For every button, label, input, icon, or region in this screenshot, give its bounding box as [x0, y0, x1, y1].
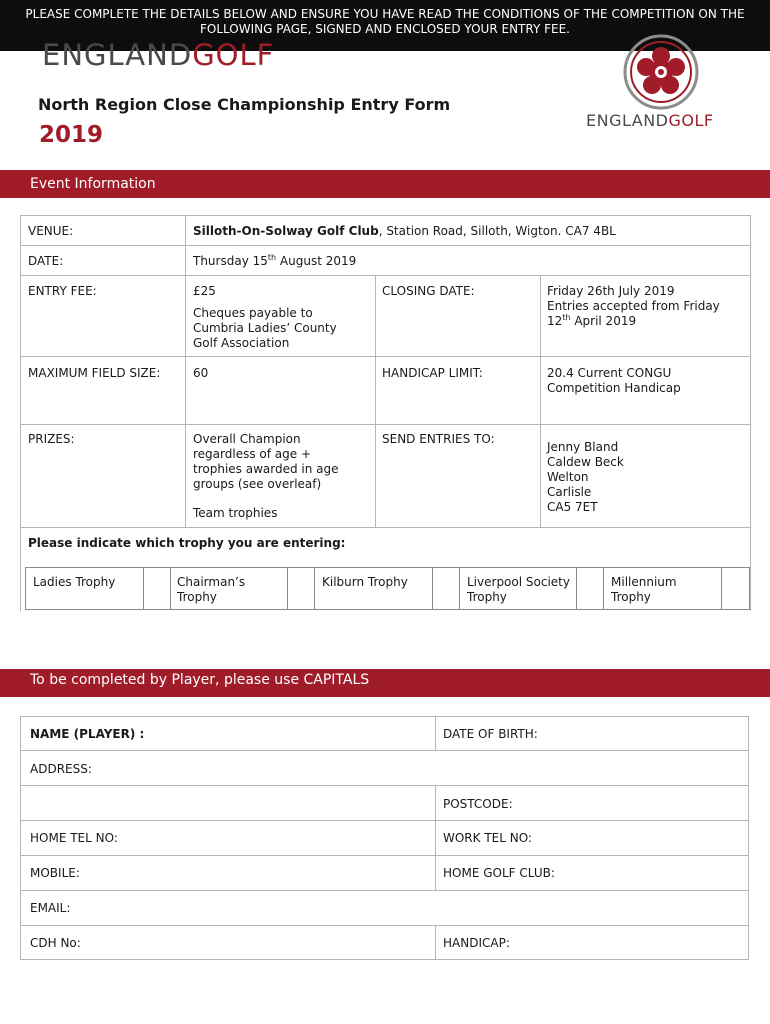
- handicap-limit-value: 20.4 Current CONGU Competition Handicap: [547, 366, 681, 395]
- venue-label: VENUE:: [28, 224, 74, 238]
- england-golf-logo-text: [586, 111, 714, 130]
- prizes-label: PRIZES:: [28, 432, 75, 446]
- trophy-label-millennium: Millennium Trophy: [611, 575, 677, 604]
- venue-address: , Station Road, Silloth, Wigton. CA7 4BL: [378, 224, 616, 238]
- line3-pre: 12: [547, 314, 563, 328]
- closing-date-line2: Entries accepted from Friday: [547, 299, 720, 313]
- address-line: Jenny Bland: [547, 440, 619, 454]
- trophy-label-kilburn: Kilburn Trophy: [322, 575, 408, 589]
- wordmark-golf: GOLF: [192, 38, 275, 72]
- event-information-bar: Event Information: [0, 170, 770, 198]
- email-field[interactable]: EMAIL:: [30, 901, 71, 915]
- logo-england: ENGLAND: [586, 111, 669, 130]
- address-line: Welton: [547, 470, 589, 484]
- address-line: Carlisle: [547, 485, 592, 499]
- wordmark-england: ENGLAND: [42, 38, 193, 72]
- work-tel-field[interactable]: WORK TEL NO:: [443, 831, 532, 845]
- home-golf-club-field[interactable]: HOME GOLF CLUB:: [443, 866, 555, 880]
- trophy-prompt: Please indicate which trophy you are entering:: [28, 536, 346, 550]
- handicap-limit-label: HANDICAP LIMIT:: [382, 366, 483, 380]
- trophy-label-ladies: Ladies Trophy: [33, 575, 116, 589]
- handicap-field[interactable]: HANDICAP:: [443, 936, 510, 950]
- trophy-checkbox-ladies[interactable]: [144, 568, 170, 609]
- cdh-number-field[interactable]: CDH No:: [30, 936, 81, 950]
- trophy-checkbox-chairmans[interactable]: [288, 568, 314, 609]
- closing-date-line1: Friday 26th July 2019: [547, 284, 675, 298]
- instructions-notice: PLEASE COMPLETE THE DETAILS BELOW AND ENSURE YOU HAVE READ THE CONDITIONS OF THE COMPETITION ON THE FOLLOWING PAGE, SIGNED AND ENCLOSED YOUR ENTRY FEE.: [0, 0, 770, 51]
- trophy-checkbox-liverpool[interactable]: [577, 568, 603, 609]
- line3-sup: th: [562, 313, 571, 322]
- field-size-value: 60: [193, 366, 209, 380]
- trophy-checkbox-millennium[interactable]: [722, 568, 749, 609]
- closing-date-value: [547, 284, 747, 329]
- entry-fee-amount: £25: [193, 284, 216, 298]
- trophy-checkbox-kilburn[interactable]: [433, 568, 459, 609]
- send-entries-label: SEND ENTRIES TO:: [382, 432, 495, 446]
- date-value: [193, 254, 356, 269]
- trophy-label-liverpool: Liverpool Society Trophy: [467, 575, 570, 604]
- cheques-payable-text: Cheques payable to Cumbria Ladies’ County Golf Association: [193, 306, 337, 350]
- date-post: August 2019: [276, 254, 357, 268]
- logo-golf: GOLF: [668, 111, 714, 130]
- england-golf-wordmark: [42, 38, 274, 72]
- player-section-bar: To be completed by Player, please use CAPITALS: [0, 669, 770, 697]
- venue-name: Silloth-On-Solway Golf Club: [193, 224, 379, 238]
- closing-date-line3: [547, 314, 747, 329]
- closing-date-label: CLOSING DATE:: [382, 284, 475, 298]
- send-entries-address: [547, 440, 624, 515]
- address-line: Caldew Beck: [547, 455, 624, 469]
- postcode-field[interactable]: POSTCODE:: [443, 797, 513, 811]
- form-title: North Region Close Championship Entry Form: [38, 95, 451, 114]
- date-label: DATE:: [28, 254, 64, 268]
- date-pre: Thursday 15: [193, 254, 268, 268]
- venue-value: [193, 224, 743, 239]
- address-field[interactable]: ADDRESS:: [30, 762, 92, 776]
- home-tel-field[interactable]: HOME TEL NO:: [30, 831, 118, 845]
- team-trophies-text: Team trophies: [193, 506, 278, 520]
- date-of-birth-field[interactable]: DATE OF BIRTH:: [443, 727, 538, 741]
- player-name-field[interactable]: NAME (PLAYER) :: [30, 727, 145, 741]
- tudor-rose-crest-icon: [623, 34, 699, 110]
- prizes-text: Overall Champion regardless of age + trophies awarded in age groups (see overleaf): [193, 432, 339, 491]
- date-sup: th: [267, 253, 277, 262]
- field-size-label: MAXIMUM FIELD SIZE:: [28, 366, 161, 380]
- entry-fee-label: ENTRY FEE:: [28, 284, 97, 298]
- form-year: 2019: [39, 122, 104, 148]
- mobile-field[interactable]: MOBILE:: [30, 866, 80, 880]
- line3-post: April 2019: [570, 314, 637, 328]
- trophy-label-chairmans: Chairman’s Trophy: [177, 575, 246, 604]
- address-line: CA5 7ET: [547, 500, 598, 514]
